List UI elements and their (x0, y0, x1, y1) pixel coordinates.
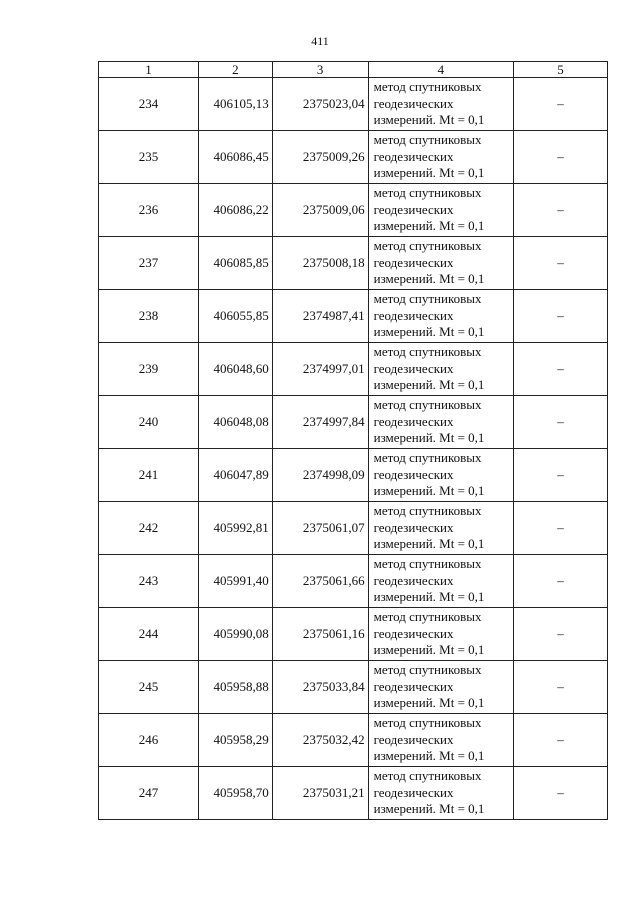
method-line: измерений. Mt = 0,1 (373, 483, 485, 499)
method-line: геодезических (373, 307, 454, 323)
method-line: метод спутниковых (373, 768, 482, 784)
method-line: геодезических (373, 466, 454, 482)
point-number-cell: 244 (99, 608, 199, 661)
method-line: геодезических (373, 201, 454, 217)
column-header-2: 2 (198, 62, 272, 78)
x-coordinate-cell: 405991,40 (198, 555, 272, 608)
point-number-cell: 238 (99, 290, 199, 343)
method-line: измерений. Mt = 0,1 (373, 112, 485, 128)
method-line: геодезических (373, 784, 454, 800)
method-line: геодезических (373, 678, 454, 694)
point-number-cell: 234 (99, 78, 199, 131)
table-header-row (99, 62, 608, 78)
note-cell: – (514, 449, 608, 502)
method-cell (368, 449, 513, 502)
method-line: измерений. Mt = 0,1 (373, 748, 485, 764)
table-row (99, 131, 608, 184)
x-coordinate-cell: 406085,85 (198, 237, 272, 290)
method-cell (368, 131, 513, 184)
point-number-cell: 243 (99, 555, 199, 608)
note-cell: – (514, 131, 608, 184)
y-coordinate-cell: 2375061,07 (272, 502, 368, 555)
method-cell (368, 714, 513, 767)
y-coordinate-cell: 2374987,41 (272, 290, 368, 343)
method-line: измерений. Mt = 0,1 (373, 536, 485, 552)
note-cell: – (514, 661, 608, 714)
table-row (99, 343, 608, 396)
method-line: измерений. Mt = 0,1 (373, 642, 485, 658)
x-coordinate-cell: 406055,85 (198, 290, 272, 343)
note-cell: – (514, 78, 608, 131)
y-coordinate-cell: 2375061,66 (272, 555, 368, 608)
method-cell (368, 396, 513, 449)
x-coordinate-cell: 406086,22 (198, 184, 272, 237)
y-coordinate-cell: 2375023,04 (272, 78, 368, 131)
note-cell: – (514, 714, 608, 767)
y-coordinate-cell: 2374998,09 (272, 449, 368, 502)
point-number-cell: 240 (99, 396, 199, 449)
x-coordinate-cell: 406048,60 (198, 343, 272, 396)
note-cell: – (514, 767, 608, 820)
column-header-5: 5 (514, 62, 608, 78)
y-coordinate-cell: 2375031,21 (272, 767, 368, 820)
method-line: метод спутниковых (373, 185, 482, 201)
method-line: метод спутниковых (373, 609, 482, 625)
point-number-cell: 247 (99, 767, 199, 820)
method-cell (368, 767, 513, 820)
method-cell (368, 555, 513, 608)
method-line: метод спутниковых (373, 450, 482, 466)
method-line: метод спутниковых (373, 238, 482, 254)
note-cell: – (514, 396, 608, 449)
x-coordinate-cell: 405992,81 (198, 502, 272, 555)
method-cell (368, 290, 513, 343)
method-cell (368, 343, 513, 396)
method-line: измерений. Mt = 0,1 (373, 165, 485, 181)
y-coordinate-cell: 2375009,26 (272, 131, 368, 184)
method-cell (368, 502, 513, 555)
y-coordinate-cell: 2375008,18 (272, 237, 368, 290)
method-line: геодезических (373, 572, 454, 588)
method-line: метод спутниковых (373, 344, 482, 360)
table-row (99, 608, 608, 661)
method-line: измерений. Mt = 0,1 (373, 801, 485, 817)
method-line: геодезических (373, 254, 454, 270)
method-line: геодезических (373, 625, 454, 641)
column-header-4: 4 (368, 62, 513, 78)
method-cell (368, 608, 513, 661)
table-row (99, 237, 608, 290)
point-number-cell: 235 (99, 131, 199, 184)
y-coordinate-cell: 2374997,84 (272, 396, 368, 449)
x-coordinate-cell: 406047,89 (198, 449, 272, 502)
y-coordinate-cell: 2375061,16 (272, 608, 368, 661)
x-coordinate-cell: 405958,70 (198, 767, 272, 820)
method-line: измерений. Mt = 0,1 (373, 589, 485, 605)
method-line: измерений. Mt = 0,1 (373, 218, 485, 234)
note-cell: – (514, 502, 608, 555)
method-line: метод спутниковых (373, 291, 482, 307)
method-line: геодезических (373, 519, 454, 535)
note-cell: – (514, 343, 608, 396)
method-line: метод спутниковых (373, 503, 482, 519)
note-cell: – (514, 555, 608, 608)
x-coordinate-cell: 406086,45 (198, 131, 272, 184)
point-number-cell: 239 (99, 343, 199, 396)
column-header-1: 1 (99, 62, 199, 78)
point-number-cell: 245 (99, 661, 199, 714)
x-coordinate-cell: 405990,08 (198, 608, 272, 661)
method-cell (368, 184, 513, 237)
method-line: метод спутниковых (373, 132, 482, 148)
method-line: метод спутниковых (373, 556, 482, 572)
method-line: геодезических (373, 413, 454, 429)
method-line: геодезических (373, 95, 454, 111)
y-coordinate-cell: 2375033,84 (272, 661, 368, 714)
x-coordinate-cell: 405958,29 (198, 714, 272, 767)
method-line: метод спутниковых (373, 715, 482, 731)
table-row (99, 396, 608, 449)
method-line: измерений. Mt = 0,1 (373, 324, 485, 340)
method-cell (368, 237, 513, 290)
table-row (99, 502, 608, 555)
table-row (99, 184, 608, 237)
table-row (99, 555, 608, 608)
point-number-cell: 246 (99, 714, 199, 767)
x-coordinate-cell: 406048,08 (198, 396, 272, 449)
method-line: геодезических (373, 360, 454, 376)
note-cell: – (514, 608, 608, 661)
method-line: измерений. Mt = 0,1 (373, 377, 485, 393)
method-line: геодезических (373, 731, 454, 747)
method-line: метод спутниковых (373, 662, 482, 678)
method-line: метод спутниковых (373, 79, 482, 95)
point-number-cell: 237 (99, 237, 199, 290)
table-row (99, 767, 608, 820)
page-number: 411 (311, 34, 329, 48)
method-line: геодезических (373, 148, 454, 164)
table-row (99, 449, 608, 502)
method-line: метод спутниковых (373, 397, 482, 413)
note-cell: – (514, 237, 608, 290)
table-row (99, 78, 608, 131)
table-row (99, 290, 608, 343)
y-coordinate-cell: 2375032,42 (272, 714, 368, 767)
method-line: измерений. Mt = 0,1 (373, 271, 485, 287)
x-coordinate-cell: 405958,88 (198, 661, 272, 714)
y-coordinate-cell: 2374997,01 (272, 343, 368, 396)
method-line: измерений. Mt = 0,1 (373, 695, 485, 711)
y-coordinate-cell: 2375009,06 (272, 184, 368, 237)
point-number-cell: 236 (99, 184, 199, 237)
table-row (99, 714, 608, 767)
method-cell (368, 78, 513, 131)
x-coordinate-cell: 406105,13 (198, 78, 272, 131)
coordinates-table (98, 61, 608, 820)
note-cell: – (514, 290, 608, 343)
point-number-cell: 242 (99, 502, 199, 555)
point-number-cell: 241 (99, 449, 199, 502)
table-body (99, 78, 608, 820)
note-cell: – (514, 184, 608, 237)
method-line: измерений. Mt = 0,1 (373, 430, 485, 446)
table-row (99, 661, 608, 714)
method-cell (368, 661, 513, 714)
column-header-3: 3 (272, 62, 368, 78)
